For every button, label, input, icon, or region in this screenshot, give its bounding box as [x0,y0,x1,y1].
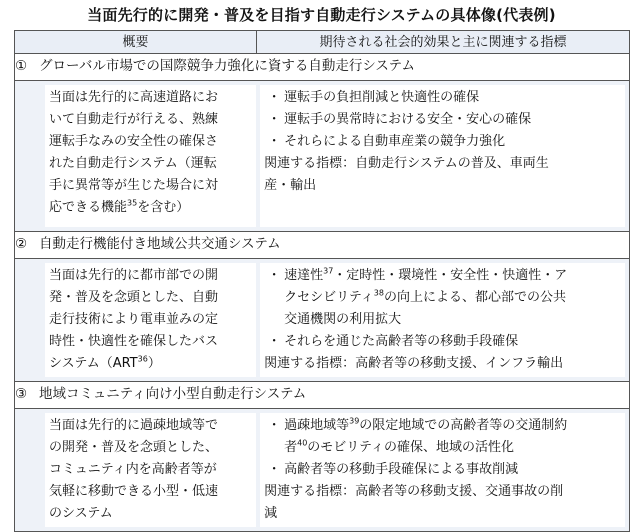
section-number-1: ① [15,58,28,74]
effect-item: ・ それらによる自動車産業の競争力強化 [267,134,506,149]
effect-item-cont: クセシビリティ$^{38}$の向上による、都心部での公共 [284,288,566,305]
related-indicator: 減 [264,506,278,521]
text-line: のシステム [49,506,113,521]
effect-item: ・ 運転手の異常時における安全・安心の確保 [267,112,532,127]
effects-cell-2 [260,263,625,377]
effect-item: ・ 高齢者等の移動手段確保による事故削減 [267,462,519,477]
text-line: 気軽に移動できる小型・低速 [49,484,219,499]
section-body-1 [15,81,630,232]
footnote-ref: 37 [323,266,334,276]
footnote-ref: 40 [297,438,308,448]
effects-cell-3 [260,413,625,527]
effect-item: ・ それらを通じた高齢者等の移動手段確保 [267,334,519,349]
footnote-ref: 35 [127,198,138,208]
section-number-3: ③ [15,386,28,402]
related-indicator: 関連する指標：高齢者等の移動支援、交通事故の削 [264,484,564,499]
document-title: 当面先行的に開発・普及を目指す自動走行システムの具体像(代表例) [87,6,556,24]
header-overview: 概要 [15,31,257,54]
text-line: 当面は先行的に過疎地域等で [49,418,219,433]
text-line: 手に異常等が生じた場合に対 [49,178,219,193]
overview-cell-1 [45,85,256,227]
section-heading-3 [15,382,630,409]
text-line: 当面は先行的に都市部での開 [49,268,219,283]
text-line: 走行技術により電車並みの定 [49,312,219,327]
effects-cell-1 [260,85,625,227]
text-line: システム（ART$^{36}$） [49,354,161,371]
text-line: 時性・快適性を確保したバス [49,334,219,349]
text-line: 運転手なみの安全性の確保さ [49,134,219,149]
section-number-2: ② [15,236,28,252]
text-line: の開発・普及を念頭とした、 [49,440,219,455]
section-heading-2 [15,232,630,259]
section-body-2 [15,259,630,382]
section-heading-1 [15,54,630,81]
related-indicator: 関連する指標：自動走行システムの普及、車両生 [264,156,549,171]
section-title-3: 地域コミュニティ向け小型自動走行システム [39,386,307,402]
overview-cell-2 [45,263,256,377]
text-line: 応できる機能$^{35}$を含む） [49,198,190,215]
text-line: いて自動走行が行える、熟練 [49,112,219,127]
overview-cell-3 [45,413,256,527]
text-line: コミュニティ内を高齢者等が [49,462,217,477]
table-header-row [15,31,630,54]
effect-item-cont: 交通機関の利用拡大 [284,312,402,327]
text-line: 発・普及を念頭とした、自動 [49,290,219,305]
section-title-1: グローバル市場での国際競争力強化に資する自動走行システム [39,58,415,74]
header-effects: 期待される社会的効果と主に関連する指標 [257,31,630,54]
section-title-2: 自動走行機能付き地域公共交通システム [39,236,281,252]
effect-item: ・ 過疎地域等$^{39}$の限定地域での高齢者等の交通制約 [267,416,568,433]
text-line: れた自動走行システム（運転 [49,156,217,171]
effect-item: ・ 速達性$^{37}$・定時性・環境性・安全性・快適性・ア [267,266,568,283]
effect-item-cont: 者$^{40}$のモビリティの確保、地域の活性化 [284,438,514,455]
effect-item: ・ 運転手の負担削減と快適性の確保 [267,90,480,105]
footnote-ref: 38 [373,288,384,298]
section-body-3 [15,409,630,532]
related-indicator: 産・輸出 [264,178,317,193]
text-line: 当面は先行的に高速道路にお [49,90,219,105]
footnote-ref: 36 [137,354,148,364]
related-indicator: 関連する指標：高齢者等の移動支援、インフラ輸出 [264,356,564,371]
footnote-ref: 39 [349,416,360,426]
overview-table [14,30,630,532]
